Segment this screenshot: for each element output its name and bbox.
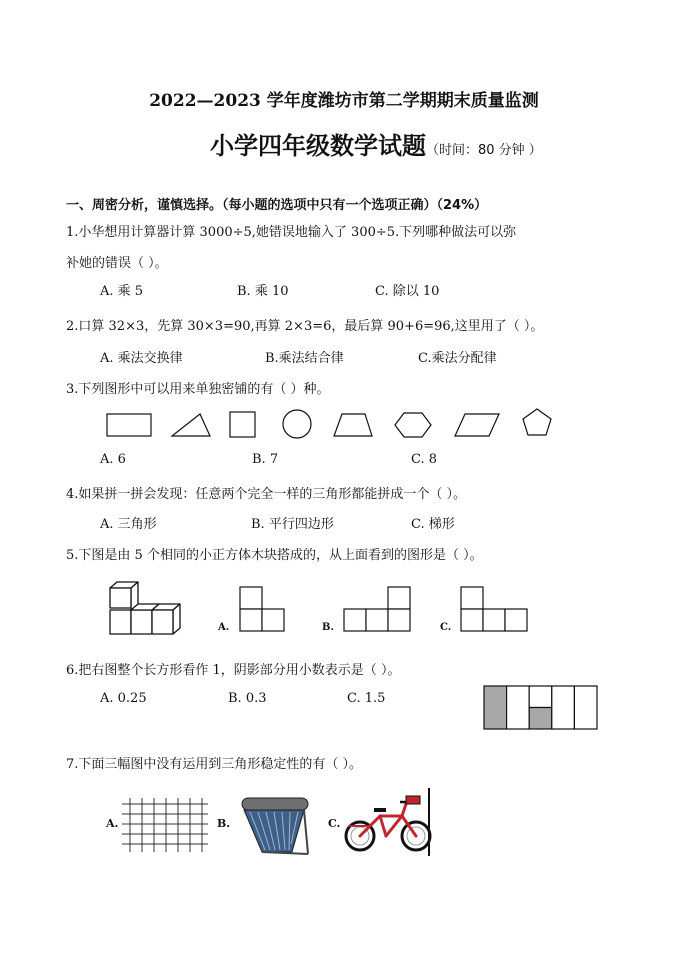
figure-divider-line — [428, 788, 430, 856]
q7-solar-heater-figure — [236, 794, 316, 860]
q2-option-a: A. 乘法交换律 — [100, 351, 183, 366]
rectangle-shape — [107, 414, 151, 436]
q1-option-a: A. 乘 5 — [100, 284, 144, 299]
pentagon-shape — [523, 409, 551, 435]
q5-label-c: C. — [440, 622, 452, 633]
trapezoid-shape — [334, 414, 372, 436]
parallelogram-shape — [455, 414, 499, 436]
question-3: 3.下列图形中可以用来单独密铺的有（ ）种。 — [66, 382, 330, 397]
hexagon-shape — [395, 413, 431, 437]
exam-title-text: 小学四年级数学试题 — [210, 132, 426, 160]
q5-option-b-figure — [342, 585, 412, 635]
circle-shape — [283, 410, 311, 438]
q3-shapes-figure — [100, 405, 560, 445]
q4-option-a: A. 三角形 — [100, 517, 157, 532]
q2-option-c: C.乘法分配律 — [418, 351, 497, 366]
q6-option-c: C. 1.5 — [347, 691, 386, 706]
q5-label-b: B. — [322, 622, 334, 633]
q7-grid-fence-figure — [120, 796, 210, 856]
q5-option-a-figure — [238, 585, 288, 635]
q5-option-c-figure — [459, 585, 529, 635]
square-shape — [230, 412, 255, 437]
question-2: 2.口算 32×3，先算 30×3=90,再算 2×3=6，最后算 90+6=96,这里用了（ ）。 — [66, 319, 544, 334]
question-7: 7.下面三幅图中没有运用到三角形稳定性的有（ ）。 — [66, 757, 363, 772]
exam-header-line1: 2022—2023 学年度潍坊市第二学期期末质量监测 — [149, 91, 539, 111]
q3-option-a: A. 6 — [100, 452, 126, 467]
q7-label-b: B. — [217, 817, 231, 830]
q4-option-c: C. 梯形 — [411, 517, 455, 532]
q7-label-a: A. — [106, 817, 119, 830]
q1-option-b: B. 乘 10 — [237, 284, 289, 299]
q1-option-c: C. 除以 10 — [375, 284, 440, 299]
question-1-line2: 补她的错误（ ）。 — [66, 256, 168, 271]
q5-label-a: A. — [218, 622, 230, 633]
question-5: 5.下图是由 5 个相同的小正方体木块搭成的，从上面看到的图形是（ ）。 — [66, 548, 483, 563]
q2-option-b: B.乘法结合律 — [265, 351, 344, 366]
q7-label-c: C. — [328, 817, 341, 830]
q5-cubes-figure — [100, 580, 190, 638]
q6-shaded-rectangle-figure — [482, 684, 598, 732]
q6-option-b: B. 0.3 — [228, 691, 267, 706]
question-1-line1: 1.小华想用计算器计算 3000÷5,她错误地输入了 300÷5.下列哪种做法可以弥 — [66, 225, 517, 240]
q6-option-a: A. 0.25 — [100, 691, 147, 706]
section-heading: 一、周密分析，谨慎选择。（每小题的选项中只有一个选项正确）（24%） — [66, 198, 488, 213]
time-note: （时间：80 分钟 ） — [426, 143, 542, 158]
triangle-shape — [172, 414, 210, 436]
q4-option-b: B. 平行四边形 — [251, 517, 334, 532]
question-6: 6.把右图整个长方形看作 1，阴影部分用小数表示是（ ）。 — [66, 663, 401, 678]
question-4: 4.如果拼一拼会发现：任意两个完全一样的三角形都能拼成一个（ ）。 — [66, 487, 467, 502]
q7-bicycle-figure — [340, 790, 440, 860]
q3-option-b: B. 7 — [252, 452, 279, 467]
exam-title — [210, 126, 542, 161]
q3-option-c: C. 8 — [411, 452, 438, 467]
